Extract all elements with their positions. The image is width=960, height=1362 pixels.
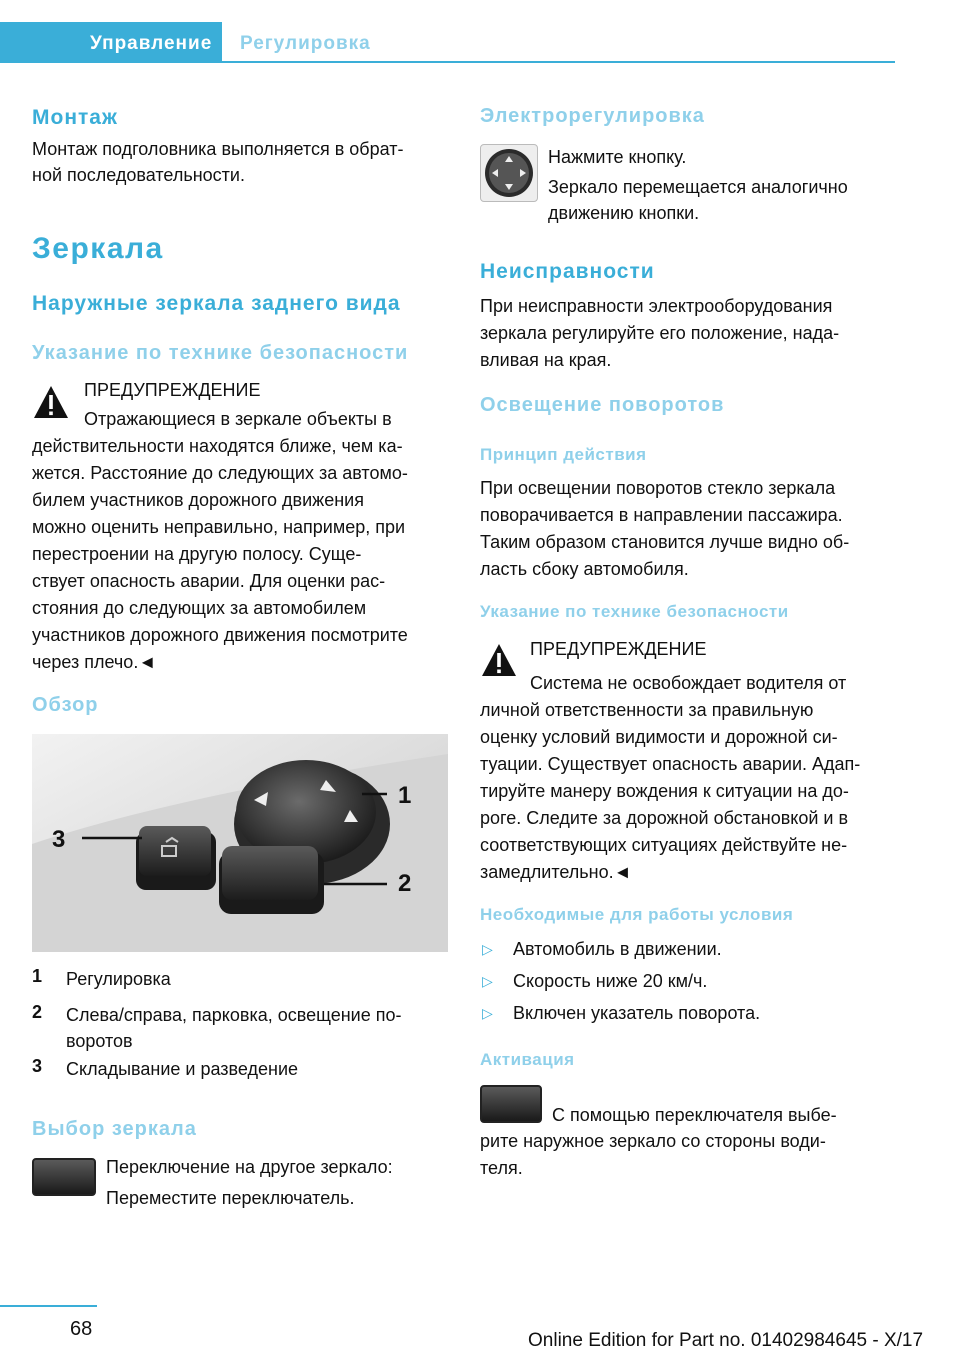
montage-text-line-1: Монтаж подголовника выполняется в обрат-	[32, 139, 404, 159]
mirror-selector-switch-icon	[32, 1158, 96, 1196]
warning-triangle-icon	[480, 642, 518, 680]
activation-line-1: С помощью переключателя выбе-	[552, 1105, 837, 1125]
fault-line: вливая на края.	[480, 350, 612, 370]
electro-text-3: движению кнопки.	[548, 203, 700, 223]
condition-item: Скорость ниже 20 км/ч.	[513, 971, 708, 991]
warning-line: через плечо.◄	[32, 652, 157, 672]
warning-line: действительности находятся ближе, чем ка-	[32, 436, 403, 456]
warning-line: стояния до следующих за автомобилем	[32, 598, 367, 618]
warning-line: ствует опасность аварии. Для оценки рас-	[32, 571, 386, 591]
condition-item: Автомобиль в движении.	[513, 939, 722, 959]
bullet-arrow-icon: ▷	[482, 1005, 493, 1021]
activation-heading: Активация	[480, 1050, 575, 1069]
montage-heading: Монтаж	[32, 106, 118, 129]
warning-line: личной ответственности за правильную	[480, 700, 814, 720]
warning-line: участников дорожного движения посмотрите	[32, 625, 408, 645]
joystick-button-icon	[480, 144, 538, 202]
safety-heading-right: Указание по технике безопасности	[480, 602, 789, 621]
legend-text: Регулировка	[66, 969, 171, 989]
warning-line: жется. Расстояние до следующих за автомо-	[32, 463, 408, 483]
legend-text: Слева/справа, парковка, освещение по-	[66, 1005, 402, 1025]
warning-line: билем участников дорожного движения	[32, 490, 364, 510]
legend-number: 1	[32, 966, 43, 986]
condition-item: Включен указатель поворота.	[513, 1003, 761, 1023]
bullet-arrow-icon: ▷	[482, 941, 493, 957]
legend-text-continued: воротов	[66, 1031, 133, 1051]
warning-line: замедлительно.◄	[480, 862, 632, 882]
header-divider	[0, 61, 895, 63]
exterior-mirrors-heading: Наружные зеркала заднего вида	[32, 292, 401, 315]
page-number: 68	[70, 1318, 93, 1340]
warning-triangle-icon	[32, 384, 70, 422]
edition-note: Online Edition for Part no. 01402984645 - X/17	[528, 1330, 924, 1351]
warning-line: роге. Следите за дорожной обстановкой и в	[480, 808, 849, 828]
callout-2: 2	[398, 870, 412, 897]
warning-line: соответствующих ситуациях действуйте не-	[480, 835, 848, 855]
conditions-heading: Необходимые для работы условия	[480, 905, 794, 924]
electro-text-2: Зеркало перемещается аналогично	[548, 177, 848, 197]
principle-line: поворачивается в направлении пассажира.	[480, 505, 843, 525]
warning-line: туации. Существует опасность аварии. Адап-	[480, 754, 861, 774]
callout-1: 1	[398, 782, 412, 809]
warning-label-right: ПРЕДУПРЕЖДЕНИЕ	[530, 639, 707, 659]
bullet-arrow-icon: ▷	[482, 973, 493, 989]
legend-number: 3	[32, 1056, 43, 1076]
tab-adjustment[interactable]: Регулировка	[240, 33, 371, 54]
legend-text: Складывание и разведение	[66, 1059, 299, 1079]
warning-line: тируйте манеру вождения к ситуации на до-	[480, 781, 849, 801]
warning-line: Отражающиеся в зеркале объекты в	[84, 409, 392, 429]
electro-adjust-heading: Электрорегулировка	[480, 105, 705, 127]
overview-heading: Обзор	[32, 694, 99, 716]
warning-line: можно оценить неправильно, например, при	[32, 517, 406, 537]
mirror-selector-switch-icon	[480, 1085, 542, 1123]
callout-3: 3	[52, 826, 66, 853]
mirror-control-photo	[32, 734, 448, 952]
select-mirror-text-1: Переключение на другое зеркало:	[106, 1157, 393, 1177]
mirrors-heading: Зеркала	[32, 232, 164, 265]
select-mirror-text-2: Переместите переключатель.	[106, 1188, 355, 1208]
warning-label-left: ПРЕДУПРЕЖДЕНИЕ	[84, 380, 261, 400]
safety-heading-left: Указание по технике безопасности	[32, 342, 409, 364]
principle-line: ласть сбоку автомобиля.	[480, 559, 689, 579]
turn-lighting-heading: Освещение поворотов	[480, 394, 725, 416]
principle-heading: Принцип действия	[480, 445, 647, 464]
tab-control[interactable]: Управление	[0, 22, 222, 63]
activation-line-3: теля.	[480, 1158, 523, 1178]
montage-text-line-2: ной последовательности.	[32, 165, 245, 185]
fault-line: При неисправности электрооборудования	[480, 296, 833, 316]
page-header	[0, 22, 895, 62]
activation-line-2: рите наружное зеркало со стороны води-	[480, 1131, 826, 1151]
footer-divider	[0, 1305, 97, 1307]
principle-line: Таким образом становится лучше видно об-	[480, 532, 850, 552]
fault-line: зеркала регулируйте его положение, нада-	[480, 323, 840, 343]
electro-text-1: Нажмите кнопку.	[548, 147, 687, 167]
fault-heading: Неисправности	[480, 260, 655, 283]
warning-line: Система не освобождает водителя от	[530, 673, 847, 693]
warning-line: перестроении на другую полосу. Суще-	[32, 544, 362, 564]
select-mirror-heading: Выбор зеркала	[32, 1118, 197, 1140]
legend-number: 2	[32, 1002, 43, 1022]
principle-line: При освещении поворотов стекло зеркала	[480, 478, 836, 498]
warning-line: оценку условий видимости и дорожной си-	[480, 727, 838, 747]
